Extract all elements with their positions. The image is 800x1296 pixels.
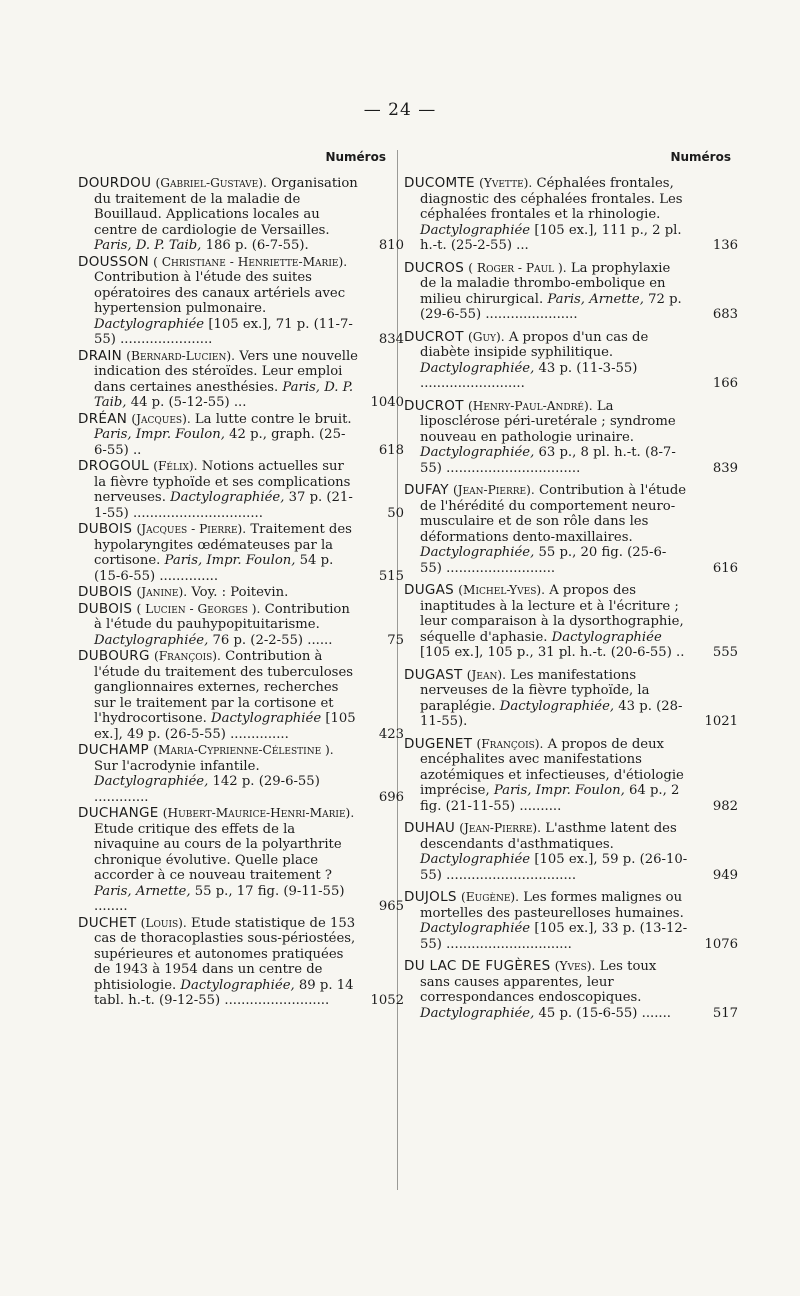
entry-body: [78, 176, 358, 254]
thesis-title: Organisation du traitement de la maladie de Bouillaud. Applications locales au centre de cardiologie de Versailles.: [94, 176, 358, 238]
entry-number: 1052: [370, 993, 404, 1008]
author-given-names: (Bernard-Lucien).: [126, 348, 235, 363]
right-column-header: Numéros: [670, 150, 731, 164]
publisher: Dactylographiée,: [170, 490, 285, 505]
publisher: Paris, Arnette,: [547, 291, 644, 307]
author-given-names: (François).: [476, 736, 544, 751]
bibliography-entry: [78, 253, 404, 348]
author-given-names: (Maria-Cyprienne-Célestine ).: [153, 743, 334, 757]
publication-details: 89 p. 14 tabl. h.-t. (9-12-55) .........................: [94, 977, 354, 1008]
author-surname: DRAIN: [78, 347, 123, 364]
author-surname: DUCROT: [404, 328, 464, 345]
thesis-title: L'asthme latent des descendants d'asthmatiques.: [420, 821, 677, 852]
thesis-title: Sur l'acrodynie infantile.: [94, 758, 260, 774]
entry-body: [78, 459, 358, 521]
publication-details: [105 ex.], 59 p. (26-10-55) ...............................: [420, 852, 688, 883]
entry-body: [404, 483, 688, 576]
publication-details: 55 p., 20 fig. (25-6-55) ..........................: [420, 545, 667, 576]
author-given-names: (Jacques - Pierre).: [136, 522, 247, 536]
entry-body: [78, 349, 358, 411]
entry-body: [404, 176, 688, 254]
thesis-title: Contribution à l'étude du pauhypopituitarisme.: [94, 601, 350, 632]
entry-body: [404, 821, 688, 883]
bibliography-entry: [404, 666, 738, 730]
bibliography-entry: [78, 805, 404, 915]
thesis-title: Traitement des hypolaryngites œdémateuses par la cortisone.: [94, 522, 352, 568]
author-surname: DU LAC DE FUGÈRES: [404, 958, 551, 974]
entry-number: 949: [712, 867, 738, 883]
entry-body: [404, 959, 688, 1021]
author-given-names: (Janine).: [136, 585, 188, 599]
author-surname: DUCHAMP: [78, 742, 149, 758]
publication-details: 37 p. (21-1-55) ...............................: [94, 490, 353, 521]
publisher: Dactylographiée,: [180, 977, 295, 993]
thesis-title: Les manifestations nerveuses de la fièvre typhoïde, la paraplégie.: [420, 667, 650, 714]
bibliography-entry: [78, 458, 404, 521]
column-divider: [397, 150, 398, 1190]
entry-body: [404, 583, 688, 661]
entry-body: [404, 399, 688, 477]
entry-number: 423: [378, 726, 404, 742]
publisher: Paris, Impr. Foulon,: [94, 427, 225, 442]
bibliography-entry: [404, 958, 738, 1021]
publication-details: 186 p. (6-7-55).: [205, 238, 309, 253]
thesis-title: La lutte contre le bruit.: [194, 411, 352, 427]
bibliography-entry: [404, 889, 738, 952]
publication-details: [105 ex.], 111 p., 2 pl. h.-t. (25-2-55) ...: [420, 222, 682, 253]
publisher: Dactylographiée,: [420, 445, 535, 460]
entry-body: [404, 737, 688, 815]
author-given-names: ( Lucien - Georges ).: [136, 601, 261, 616]
author-surname: DOURDOU: [78, 175, 152, 191]
author-surname: DUCHET: [78, 914, 137, 931]
entry-number: 515: [378, 568, 404, 584]
bibliography-entry: [78, 742, 404, 805]
publisher: Dactylographiée: [420, 852, 531, 867]
bibliography-entry: [78, 175, 404, 254]
publisher: Dactylographiée,: [420, 360, 535, 376]
author-surname: DUBOIS: [78, 584, 133, 600]
author-surname: DUCROT: [404, 397, 464, 414]
entry-body: [78, 806, 358, 915]
thesis-title: Les formes malignes ou mortelles des pasteurelloses humaines.: [420, 890, 684, 921]
entry-number: 839: [712, 460, 738, 476]
thesis-title: La prophylaxie de la maladie thrombo-embolique en milieu chirurgical.: [420, 260, 671, 307]
publication-details: [105 ex.], 105 p., 31 pl. h.-t. (20-6-55) ..: [420, 645, 685, 660]
entry-number: 1040: [370, 395, 404, 410]
bibliography-entry: [78, 914, 404, 1009]
publisher: Paris, Impr. Foulon,: [164, 553, 296, 568]
publication-details: 44 p. (5-12-55) ...: [130, 395, 247, 410]
author-given-names: (Yvette).: [479, 176, 533, 190]
entry-body: [78, 412, 358, 459]
entry-number: 50: [387, 505, 404, 521]
thesis-title: Etude critique des effets de la nivaquine au cours de la polyarthrite chronique évolutive. Quelle place accorder à ce nouveau traitement ?: [94, 821, 342, 883]
author-surname: DUBOURG: [78, 648, 150, 664]
author-surname: DRÉAN: [78, 410, 128, 427]
bibliography-entry: [78, 410, 404, 459]
publication-details: 64 p., 2 fig. (21-11-55) ..........: [420, 783, 680, 814]
author-given-names: (Félix).: [153, 459, 198, 473]
entry-number: 136: [712, 238, 738, 253]
bibliography-entry: [78, 521, 404, 584]
publisher: Dactylographiée,: [420, 545, 535, 560]
author-surname: DUBOIS: [78, 521, 133, 537]
entry-number: 683: [712, 307, 738, 322]
author-given-names: (Michel-Yves).: [458, 583, 546, 597]
entry-body: [404, 261, 688, 323]
publisher: Dactylographiée,: [499, 698, 615, 714]
author-surname: DUHAU: [404, 820, 456, 836]
publisher: Dactylographiée: [420, 921, 531, 936]
author-surname: DOUSSON: [78, 253, 149, 270]
author-given-names: (Jean-Pierre).: [459, 821, 542, 835]
publication-details: [105 ex.], 71 p. (11-7-55) ......................: [94, 316, 353, 347]
publisher: Dactylographiée: [94, 316, 205, 332]
thesis-title: A propos des inaptitudes à la lecture et à l'écriture ; leur comparaison à la dysorthographie, séquelle d'aphasie.: [420, 583, 684, 645]
entry-body: [78, 602, 358, 649]
publisher: Paris, D. P. Taib,: [94, 379, 354, 410]
entry-body: [404, 668, 688, 730]
publication-details: 42 p., graph. (25-6-55) ..: [94, 427, 346, 458]
right-entry-list: [404, 175, 738, 1021]
publication-details: 54 p. (15-6-55) ..............: [94, 553, 334, 584]
publication-details: [105 ex.], 49 p. (26-5-55) ..............: [94, 711, 356, 742]
bibliography-entry: [78, 585, 386, 601]
entry-number: 166: [712, 376, 738, 391]
entry-body: [78, 255, 358, 348]
publication-details: 72 p. (29-6-55) ......................: [420, 291, 682, 322]
author-given-names: (Jean).: [466, 667, 507, 682]
entry-number: 517: [712, 1005, 738, 1021]
author-surname: DUFAY: [404, 482, 449, 498]
bibliography-entry: [404, 397, 738, 477]
publisher: Dactylographiée: [420, 222, 531, 238]
right-column: [404, 150, 738, 1028]
thesis-title: Céphalées frontales, diagnostic des céphalées frontales. Les céphalées frontales et la rhinologie.: [420, 176, 683, 222]
thesis-title: Vers une nouvelle indication des stéroïdes. Leur emploi dans certaines anesthésies.: [94, 348, 358, 395]
bibliography-entry: [404, 582, 738, 661]
publication-details: 55 p., 17 fig. (9-11-55) ........: [94, 883, 345, 914]
thesis-title: A propos d'un cas de diabète insipide syphilitique.: [420, 329, 649, 360]
entry-number: 1076: [704, 936, 738, 952]
entry-number: 810: [378, 238, 404, 253]
bibliography-entry: [404, 820, 738, 883]
entry-number: 618: [378, 442, 404, 458]
author-surname: DUCROS: [404, 259, 465, 276]
publication-details: [105 ex.], 33 p. (13-12-55) ..............................: [420, 921, 688, 952]
thesis-title: La liposclérose péri-uretérale ; syndrome nouveau en pathologie urinaire.: [420, 398, 676, 445]
bibliography-entry: [78, 347, 404, 411]
author-given-names: (Jacques).: [131, 411, 191, 426]
left-column: [78, 150, 404, 1010]
entry-body: [78, 585, 358, 601]
thesis-title: A propos de deux encéphalites avec manifestations azotémiques et infectieuses, d'étiologie imprécise,: [420, 736, 684, 798]
entry-body: [78, 916, 358, 1009]
thesis-title: Voy. : Poitevin.: [191, 585, 289, 600]
publication-details: 142 p. (29-6-55) .............: [94, 774, 320, 805]
publication-details: 43 p. (11-3-55) .........................: [420, 360, 638, 391]
bibliography-entry: [404, 735, 738, 815]
author-given-names: (Henry-Paul-André).: [467, 398, 593, 413]
entry-number: 75: [387, 632, 404, 648]
entry-number: 555: [712, 645, 738, 660]
entry-number: 1021: [704, 714, 738, 729]
author-given-names: (Eugène).: [460, 890, 520, 904]
author-given-names: (Jean-Pierre).: [452, 483, 535, 497]
publisher: Dactylographiée: [211, 711, 322, 726]
thesis-title: Notions actuelles sur la fièvre typhoïde et ses complications nerveuses.: [94, 459, 351, 505]
page-number: — 24 —: [363, 100, 437, 120]
author-surname: DUCOMTE: [404, 175, 475, 191]
author-given-names: (Guy).: [467, 329, 505, 344]
entry-number: 696: [378, 789, 404, 805]
publisher: Dactylographiée,: [94, 632, 209, 648]
publication-details: 63 p., 8 pl. h.-t. (8-7-55) ................................: [420, 445, 676, 476]
author-given-names: (François).: [153, 649, 221, 663]
thesis-title: Les toux sans causes apparentes, leur correspondances endoscopiques.: [420, 959, 657, 1005]
author-surname: DUCHANGE: [78, 805, 159, 821]
author-surname: DUJOLS: [404, 889, 457, 905]
bibliography-entry: [404, 482, 738, 576]
bibliography-entry: [78, 648, 404, 742]
thesis-title: Contribution à l'étude des suites opératoires des canaux artériels avec hypertension pulmonaire.: [94, 270, 346, 316]
publication-details: 45 p. (15-6-55) .......: [538, 1005, 671, 1021]
author-surname: DUGAST: [404, 666, 463, 683]
publisher: Dactylographiée,: [94, 774, 209, 789]
publisher: Paris, Impr. Foulon,: [493, 783, 625, 798]
entry-body: [404, 890, 688, 952]
bibliography-entry: [404, 259, 738, 323]
publisher: Paris, Arnette,: [94, 883, 191, 899]
author-given-names: (Hubert-Maurice-Henri-Marie).: [162, 806, 355, 820]
publisher: Dactylographiée,: [420, 1005, 535, 1021]
entry-body: [78, 649, 358, 742]
author-surname: DROGOUL: [78, 458, 149, 474]
bibliography-entry: [404, 328, 738, 392]
entry-number: 616: [712, 560, 738, 576]
author-surname: DUGAS: [404, 582, 455, 598]
bibliography-entry: [78, 600, 404, 649]
thesis-title: Contribution à l'étude de l'hérédité du comportement neuro-musculaire et de son rôle dans les déformations dento-maxillaires.: [420, 483, 687, 545]
thesis-title: Contribution à l'étude du traitement des tuberculoses ganglionnaires externes, recherches sur le traitement par la cortisone et l'hydrocortisone.: [94, 649, 354, 726]
author-given-names: ( Christiane - Henriette-Marie).: [153, 254, 348, 269]
publication-details: 76 p. (2-2-55) ......: [212, 632, 333, 648]
entry-body: [78, 522, 358, 584]
publication-details: 43 p. (28-11-55).: [420, 698, 683, 729]
author-given-names: ( Roger - Paul ).: [468, 260, 567, 275]
publisher: Paris, D. P. Taib,: [94, 238, 202, 253]
author-given-names: (Louis).: [140, 915, 187, 930]
entry-number: 834: [378, 332, 404, 347]
author-surname: DUBOIS: [78, 600, 133, 617]
thesis-title: Etude statistique de 153 cas de thoracoplasties sous-périostées, supérieures et autonomes pratiquées de 1943 à 1954 dans un centre de phtisiologie.: [94, 915, 356, 993]
left-entry-list: [78, 175, 404, 1009]
entry-body: [404, 330, 688, 392]
author-surname: DUGENET: [404, 735, 473, 752]
left-column-header: Numéros: [325, 150, 386, 164]
entry-body: [78, 743, 358, 805]
publisher: Dactylographiée: [551, 629, 662, 645]
entry-number: 982: [712, 798, 738, 814]
author-given-names: (Gabriel-Gustave).: [155, 176, 267, 190]
author-given-names: (Yves).: [554, 959, 596, 973]
entry-number: 965: [378, 899, 404, 914]
bibliography-entry: [404, 175, 738, 254]
